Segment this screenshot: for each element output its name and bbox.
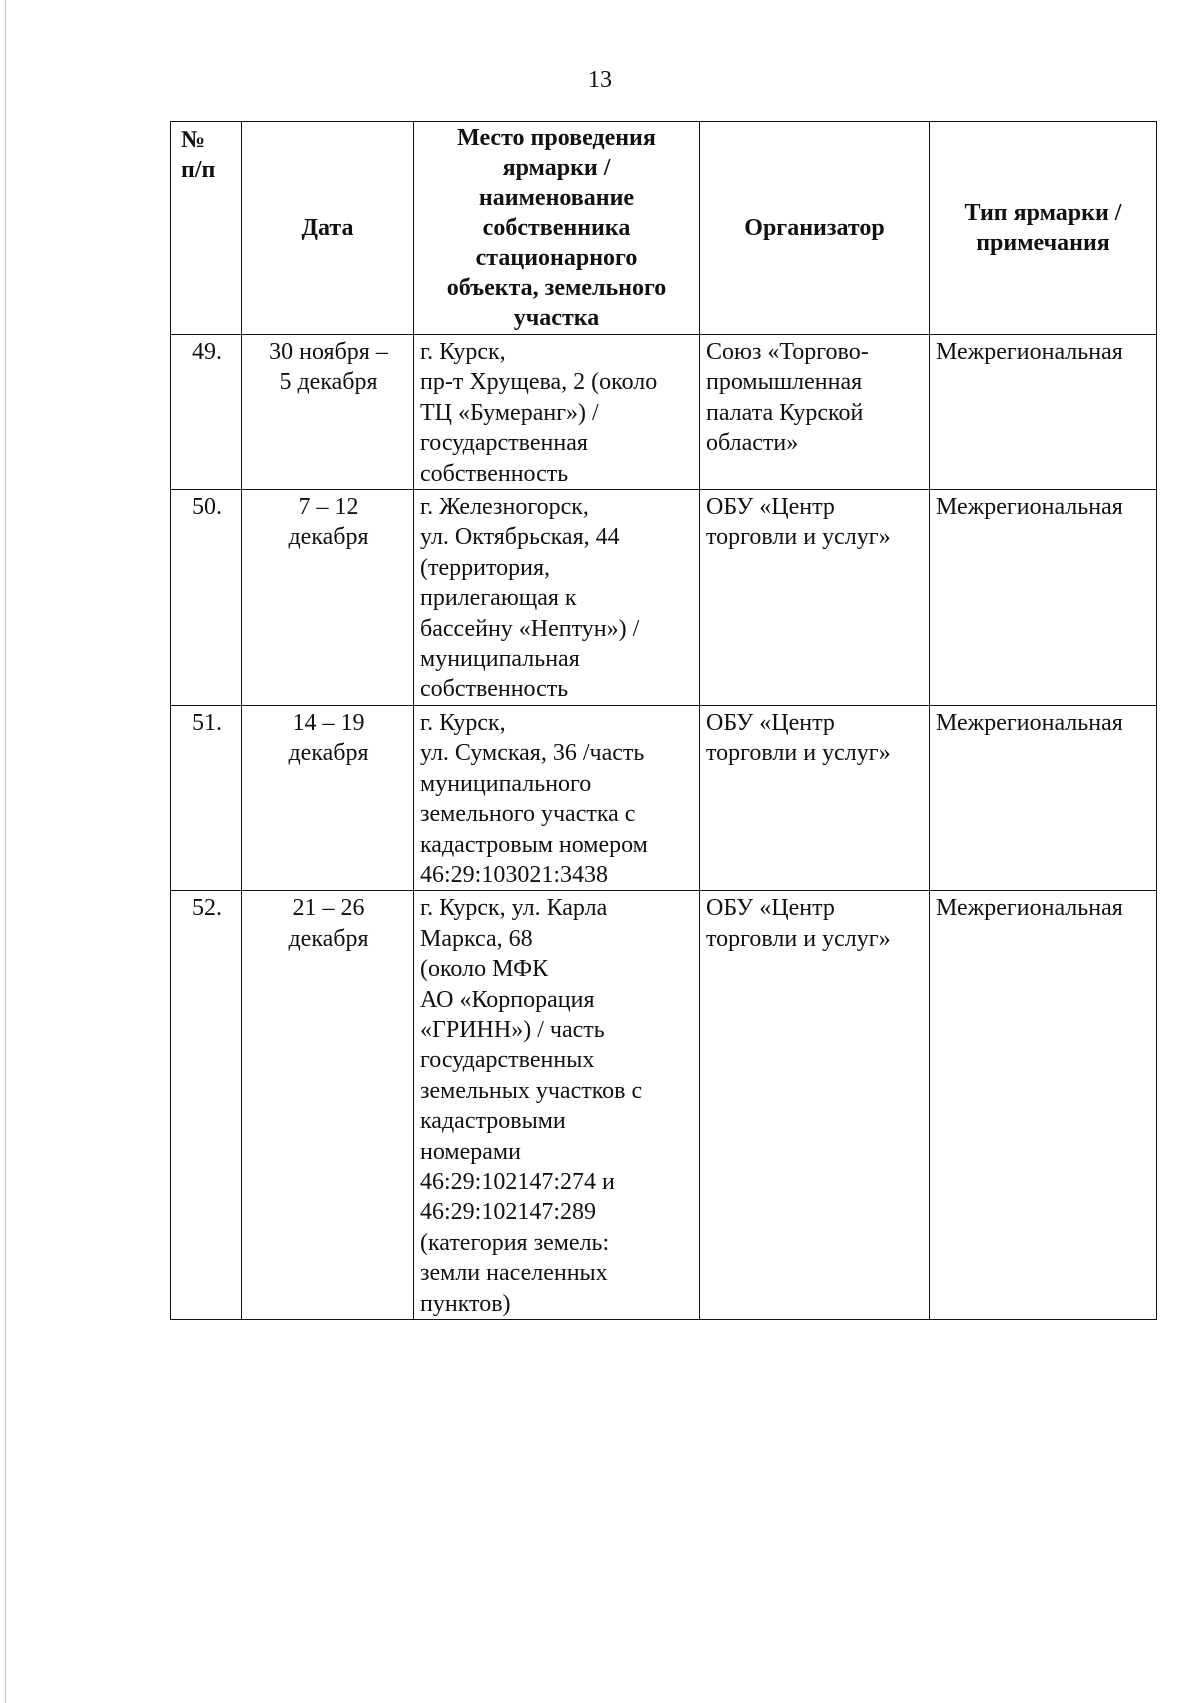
row-location: г. Железногорск, ул. Октябрьская, 44 (территория, прилегающая к бассейну «Нептун») / муниципальная собственность xyxy=(414,490,700,706)
row-location: г. Курск, ул. Карла Маркса, 68 (около МФК АО «Корпорация «ГРИНН») / часть государственных земельных участков с кадастровыми номерами 46:29:102147:274 и 46:29:102147:289 (категория земель: земли населенных пунктов) xyxy=(414,891,700,1320)
row-organizer: ОБУ «Центр торговли и услуг» xyxy=(700,705,930,890)
row-type: Межрегиональная xyxy=(930,490,1157,706)
row-organizer: ОБУ «Центр торговли и услуг» xyxy=(700,891,930,1320)
header-organizer: Организатор xyxy=(700,122,930,335)
row-organizer: Союз «Торгово- промышленная палата Курской области» xyxy=(700,335,930,490)
row-number: 49. xyxy=(171,335,242,490)
row-type: Межрегиональная xyxy=(930,891,1157,1320)
table-row xyxy=(171,705,1157,890)
header-number: № п/п xyxy=(171,122,242,335)
row-number: 51. xyxy=(171,705,242,890)
row-number: 50. xyxy=(171,490,242,706)
header-type: Тип ярмарки / примечания xyxy=(930,122,1157,335)
fairs-table xyxy=(170,121,1157,1320)
row-location: г. Курск, пр-т Хрущева, 2 (около ТЦ «Бумеранг») / государственная собственность xyxy=(414,335,700,490)
table-row xyxy=(171,335,1157,490)
table-header-row xyxy=(171,122,1157,335)
row-number: 52. xyxy=(171,891,242,1320)
page-number: 13 xyxy=(588,67,612,93)
header-location: Место проведения ярмарки / наименование собственника стационарного объекта, земельного участка xyxy=(414,122,700,335)
row-organizer: ОБУ «Центр торговли и услуг» xyxy=(700,490,930,706)
scan-edge-line xyxy=(5,0,6,1703)
table-row xyxy=(171,891,1157,1320)
row-date: 14 – 19 декабря xyxy=(242,705,414,890)
table-row xyxy=(171,490,1157,706)
row-type: Межрегиональная xyxy=(930,705,1157,890)
row-date: 30 ноября – 5 декабря xyxy=(242,335,414,490)
row-location: г. Курск, ул. Сумская, 36 /часть муниципального земельного участка с кадастровым номером 46:29:103021:3438 xyxy=(414,705,700,890)
row-type: Межрегиональная xyxy=(930,335,1157,490)
row-date: 7 – 12 декабря xyxy=(242,490,414,706)
header-date: Дата xyxy=(242,122,414,335)
row-date: 21 – 26 декабря xyxy=(242,891,414,1320)
